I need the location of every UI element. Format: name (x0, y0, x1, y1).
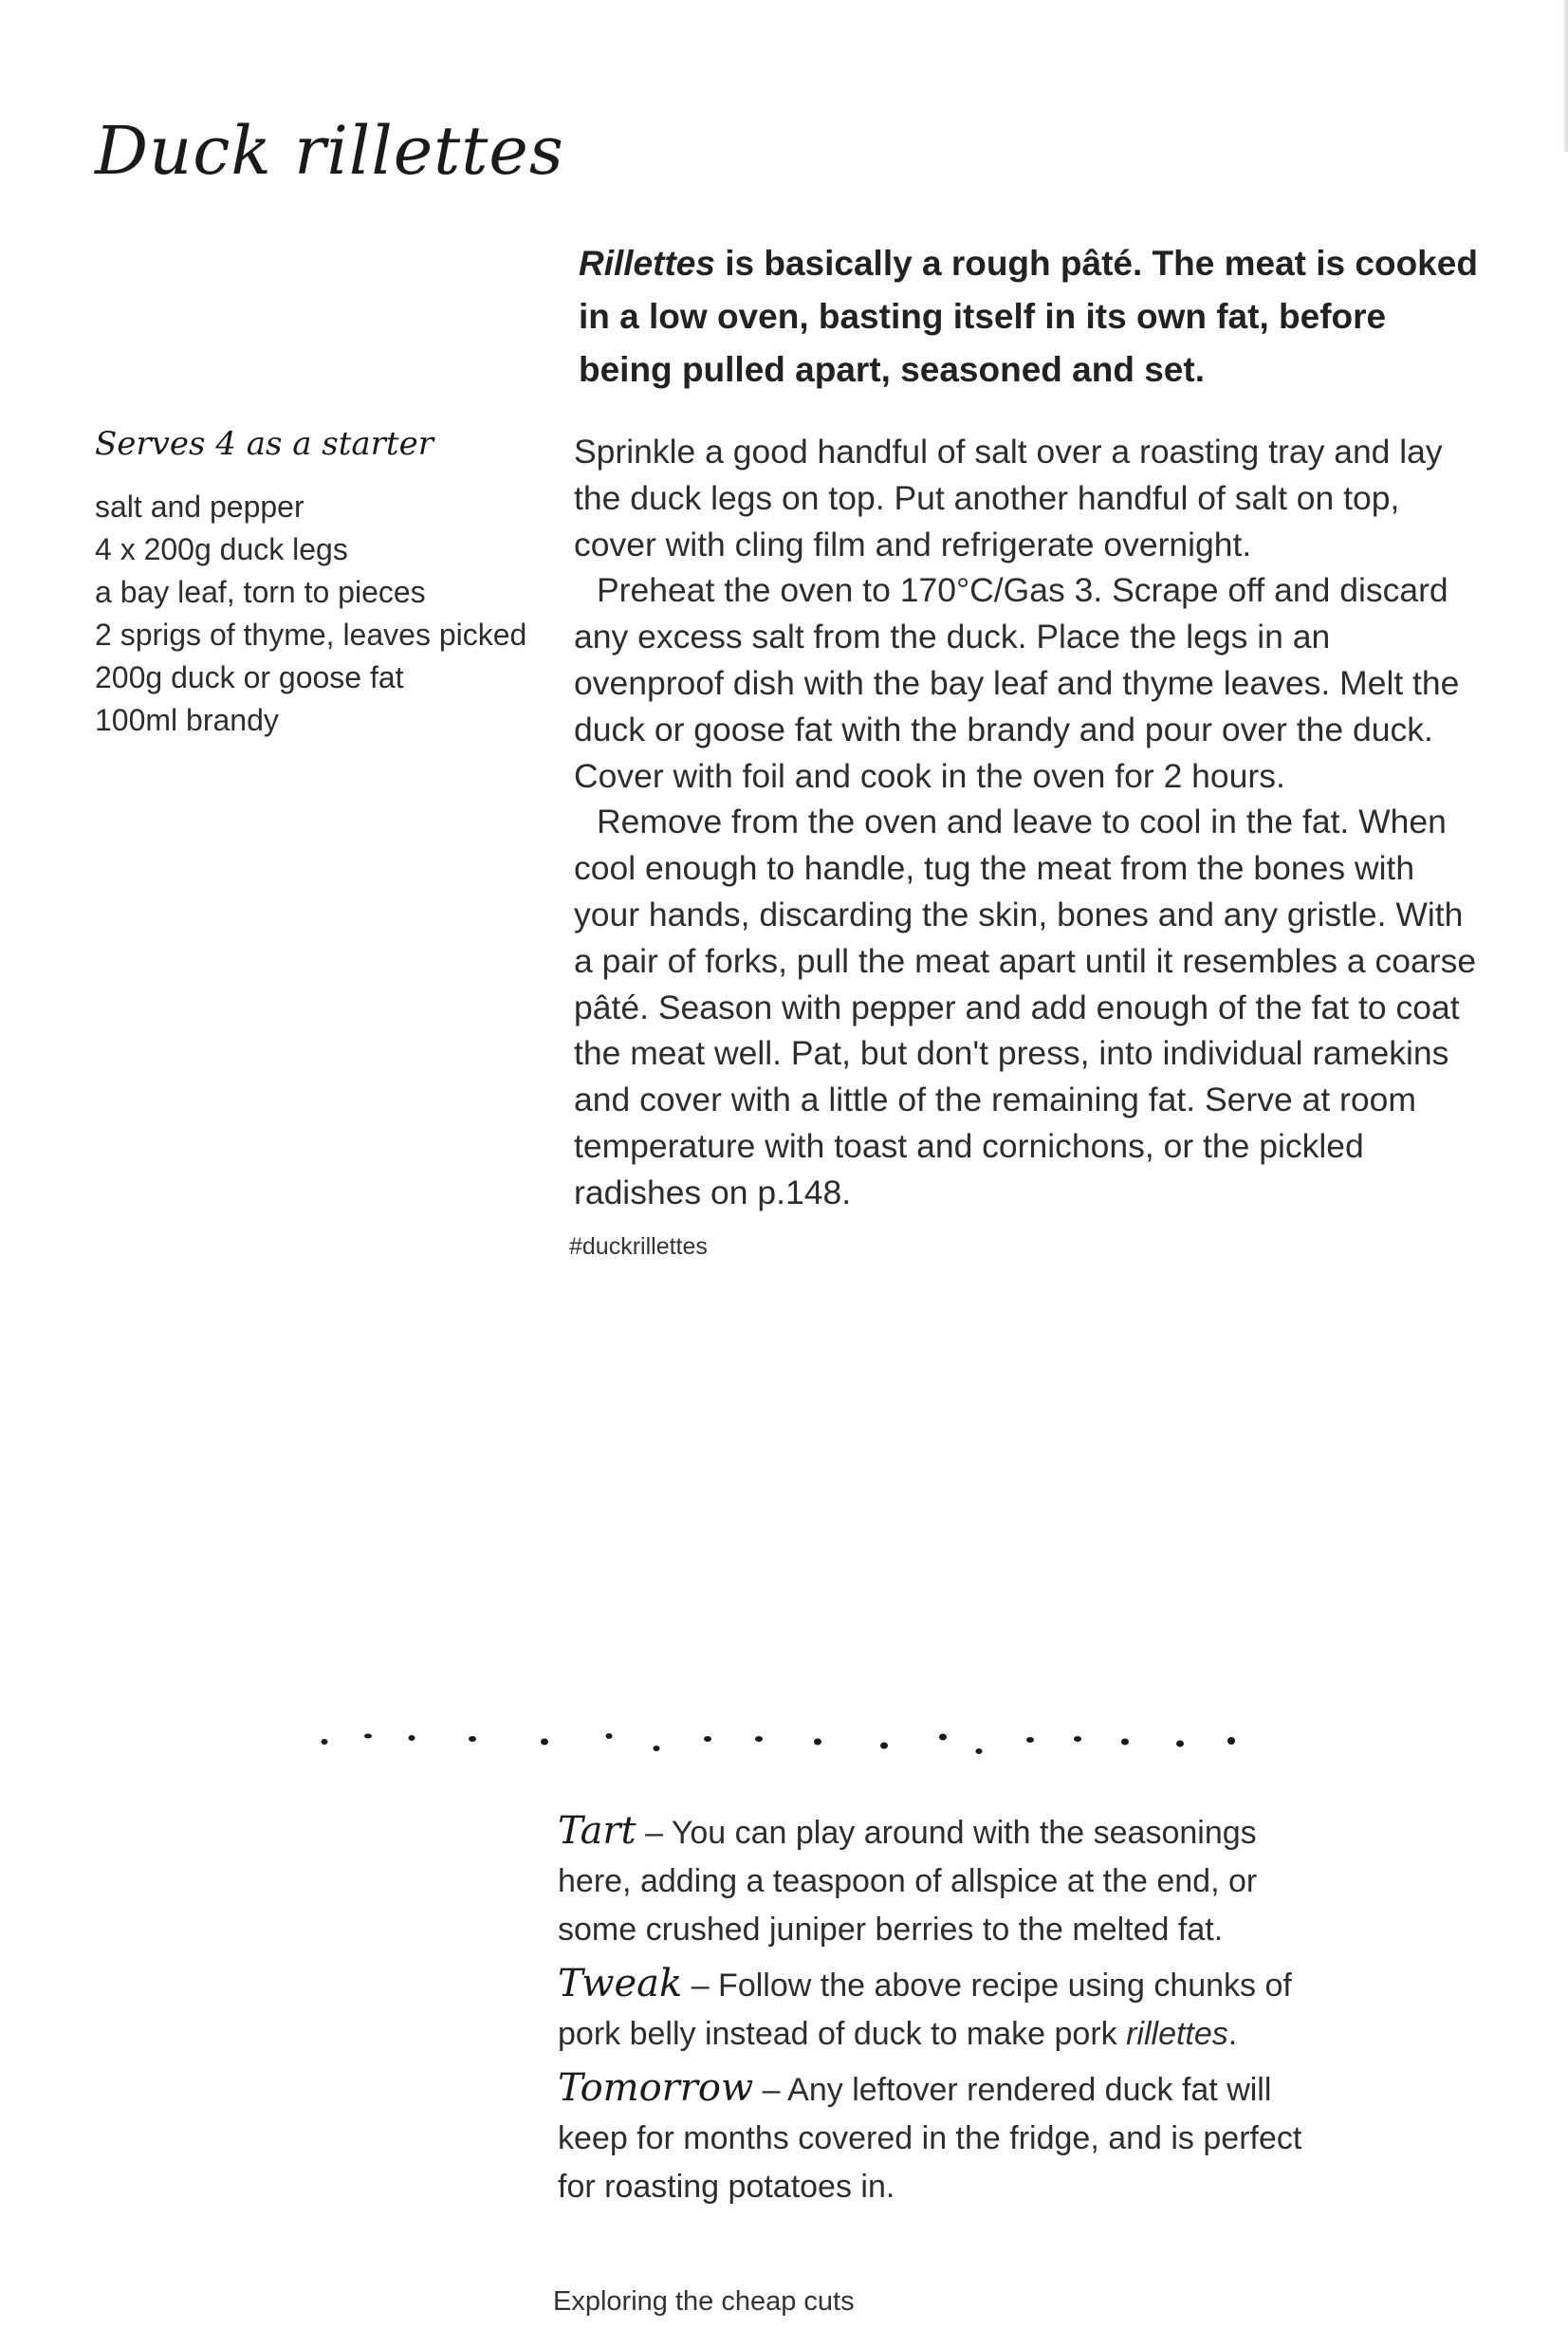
method-paragraph: Preheat the oven to 170°C/Gas 3. Scrape off and discard any excess salt from the duck. Place the legs in an ovenproof dish with the bay leaf and thyme leaves. Melt the duck or goose fat with the brandy and pour over the duck. Cover with foil and cook in the oven for 2 hours. (574, 571, 1460, 795)
method-paragraph: Remove from the oven and leave to cool in the fat. When cool enough to handle, tug the meat from the bones with your hands, discarding the skin, bones and any gristle. With a pair of forks, pull the meat apart until it resembles a coarse pâté. Season with pepper and add enough of the fat to coat the meat well. Pat, but don't press, into individual ramekins and cover with a little of the remaining fat. Serve at room temperature with toast and cornichons, or the pickled radishes on p.148. (574, 803, 1477, 1211)
ingredient-item: salt and pepper (95, 490, 304, 524)
divider-dot (704, 1736, 711, 1742)
method-paragraph: Sprinkle a good handful of salt over a roasting tray and lay the duck legs on top. Put another handful of salt on top, cover with cling film and refrigerate overnight. (574, 433, 1443, 564)
ingredient-item: 100ml brandy (95, 703, 279, 737)
divider-dot (814, 1739, 821, 1746)
intro-italic-word: Rillettes (579, 244, 715, 283)
ingredient-list (95, 486, 550, 742)
tip-text-tweak-end: . (1227, 2016, 1238, 2052)
tip-label-tweak: Tweak (558, 1962, 683, 2005)
ingredient-item: 2 sprigs of thyme, leaves picked (95, 618, 527, 652)
intro-text: is basically a rough pâté. The meat is cooked in a low oven, basting itself in its own fat, before being pulled apart, seasoned and set. (579, 244, 1478, 389)
tip-text-tweak: – Follow the above recipe using chunks of pork belly instead of duck to make pork (558, 1968, 1292, 2052)
tip-label-tart: Tart (558, 1809, 636, 1853)
tip-label-tomorrow: Tomorrow (558, 2066, 754, 2110)
divider-dot (939, 1734, 947, 1741)
divider-dot (364, 1734, 372, 1739)
tip-text-tart: – You can play around with the seasonings here, adding a teaspoon of allspice at the end, or some crushed juniper berries to the melted fat. (558, 1815, 1258, 1948)
tips-section (558, 1807, 1307, 2217)
serves-heading: Serves 4 as a starter (95, 425, 434, 463)
tip-tomorrow (558, 2064, 1307, 2211)
ingredient-item: 200g duck or goose fat (95, 660, 404, 694)
divider-dot (755, 1736, 763, 1742)
divider-dot (880, 1743, 888, 1749)
tip-text-tweak-italic: rillettes (1126, 2016, 1228, 2052)
recipe-hashtag: #duckrillettes (569, 1233, 708, 1260)
scan-edge (1562, 0, 1568, 152)
divider-dot (976, 1748, 983, 1754)
tip-tart (558, 1807, 1307, 1954)
divider-dot (1026, 1737, 1034, 1743)
divider-dot (409, 1735, 415, 1741)
ingredient-item: a bay leaf, torn to pieces (95, 575, 426, 609)
divider-dot (541, 1739, 548, 1746)
ingredient-item: 4 x 200g duck legs (95, 532, 348, 566)
divider-dot (1074, 1736, 1081, 1742)
divider-dot (1176, 1741, 1184, 1747)
recipe-intro (579, 237, 1489, 397)
divider-dot (606, 1733, 613, 1739)
tip-text-tomorrow: – Any leftover rendered duck fat will keep for months covered in the fridge, and is perfect for roasting potatoes in. (558, 2072, 1302, 2205)
divider-dot (322, 1739, 328, 1745)
tip-tweak (558, 1960, 1307, 2059)
section-footer: Exploring the cheap cuts (553, 2286, 855, 2317)
divider-dot (1121, 1739, 1129, 1746)
recipe-title: Duck rillettes (95, 112, 564, 190)
divider-dot (654, 1746, 660, 1751)
dotted-divider (313, 1727, 1300, 1765)
divider-dot (469, 1736, 476, 1742)
divider-dot (1227, 1737, 1235, 1745)
method-section (574, 429, 1485, 1216)
